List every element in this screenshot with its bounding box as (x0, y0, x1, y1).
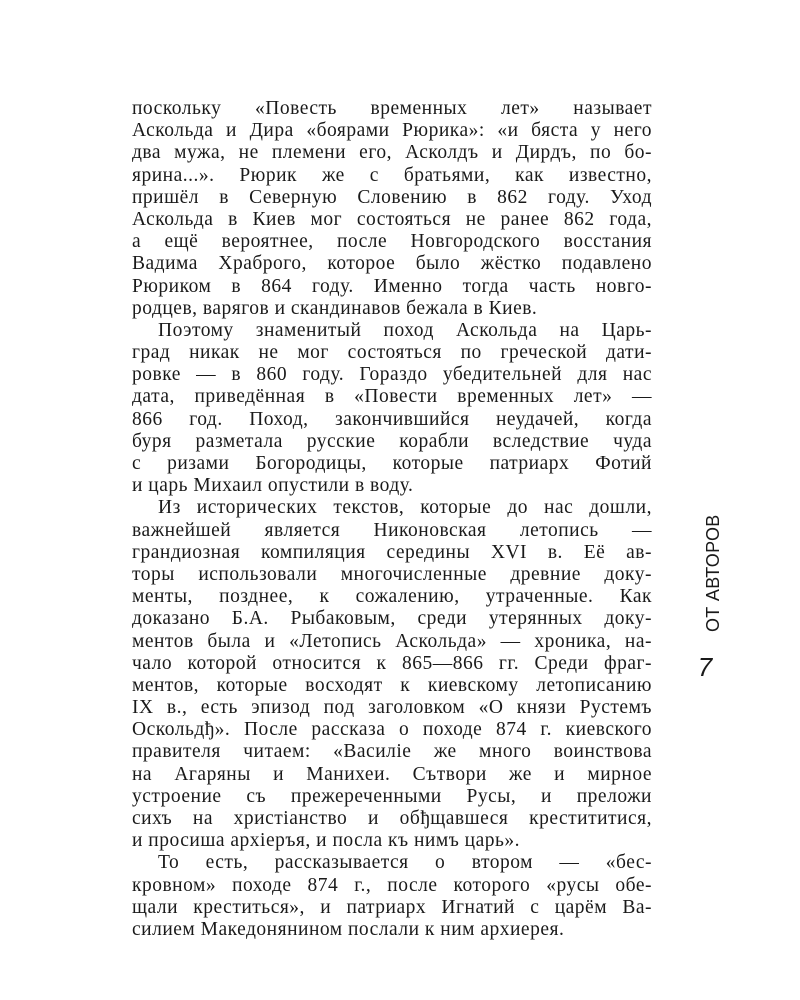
running-header-section-title: ОТ АВТОРОВ (703, 514, 723, 632)
text-line: на Агаряны и Манихеи. Сътвори же и мирное (132, 763, 652, 785)
text-line: ровке — в 860 году. Гораздо убедительней для нас (132, 364, 652, 386)
text-line: ментов, которые восходят к киевскому летописанию (132, 674, 652, 696)
text-line: важнейшей является Никоновская летопись — (132, 519, 652, 541)
text-line: дата, приведённая в «Повести временных лет» — (132, 386, 652, 408)
text-line: Рюриком в 864 году. Именно тогда часть новго- (132, 275, 652, 297)
text-line: То есть, рассказывается о втором — «бес- (158, 852, 652, 874)
text-line: менты, позднее, к сожалению, утраченные. Как (132, 586, 652, 608)
text-line: ментов была и «Летопись Аскольда» — хроника, на- (132, 630, 652, 652)
text-line: Оскольдђ». После рассказа о походе 874 г. киевского (132, 719, 652, 741)
text-line: поскольку «Повесть временных лет» называет (132, 98, 652, 119)
page-number: 7 (697, 652, 713, 682)
text-line: щали креститься», и патриарх Игнатий с царём Ва- (132, 896, 652, 918)
text-line: пришёл в Северную Словению в 862 году. Уход (132, 186, 652, 208)
text-line: 866 год. Поход, закончившийся неудачей, когда (132, 408, 652, 430)
text-line: устроение съ прежереченными Русы, и преложи (132, 785, 652, 807)
text-line: правителя читаем: «Василіе же много воинствова (132, 741, 652, 763)
text-line: два мужа, не племени его, Асколдъ и Дирдъ, по бо- (132, 142, 652, 164)
text-line: чало которой относится к 865—866 гг. Среди фраг- (132, 652, 652, 674)
text-line: Аскольда в Киев мог состояться не ранее 862 года, (132, 208, 652, 230)
text-line: и просиша архіеръя, и посла къ нимъ царь». (132, 830, 521, 852)
body-text (132, 98, 652, 941)
text-line: Аскольда и Дира «боярами Рюрика»: «и бяста у него (132, 120, 652, 142)
paragraph-2 (132, 320, 652, 498)
paragraph-4 (132, 852, 652, 941)
text-line: грандиозная компиляция середины XVI в. Её ав- (132, 541, 652, 563)
paragraph-1 (132, 98, 652, 320)
paragraph-3 (132, 497, 652, 852)
text-line: IX в., есть эпизод под заголовком «О князи Рустемъ (132, 697, 652, 719)
text-line: буря разметала русские корабли вследствие чуда (132, 430, 652, 452)
text-line: а ещё вероятнее, после Новгородского восстания (132, 231, 652, 253)
text-line: Вадима Храброго, которое было жёстко подавлено (132, 253, 652, 275)
text-line: ярина...». Рюрик же с братьями, как известно, (132, 164, 652, 186)
text-line: силием Македонянином послали к ним архиерея. (132, 918, 565, 940)
text-line: с ризами Богородицы, которые патриарх Фотий (132, 453, 652, 474)
text-line: Поэтому знаменитый поход Аскольда на Царь- (158, 319, 652, 341)
text-line: и царь Михаил опустили в воду. (132, 475, 414, 497)
text-line: родцев, варягов и скандинавов бежала в Киев. (132, 297, 538, 319)
text-line: сихъ на христіанство и обђщавшеся крестититися, (132, 808, 652, 829)
text-line: торы использовали многочисленные древние доку- (132, 563, 652, 585)
text-line: град никак не мог состояться по греческой дати- (132, 342, 652, 364)
text-line: Из исторических текстов, которые до нас дошли, (158, 497, 652, 519)
text-line: доказано Б.А. Рыбаковым, среди утерянных доку- (132, 608, 652, 630)
text-line: кровном» походе 874 г., после которого «русы обе- (132, 874, 652, 896)
